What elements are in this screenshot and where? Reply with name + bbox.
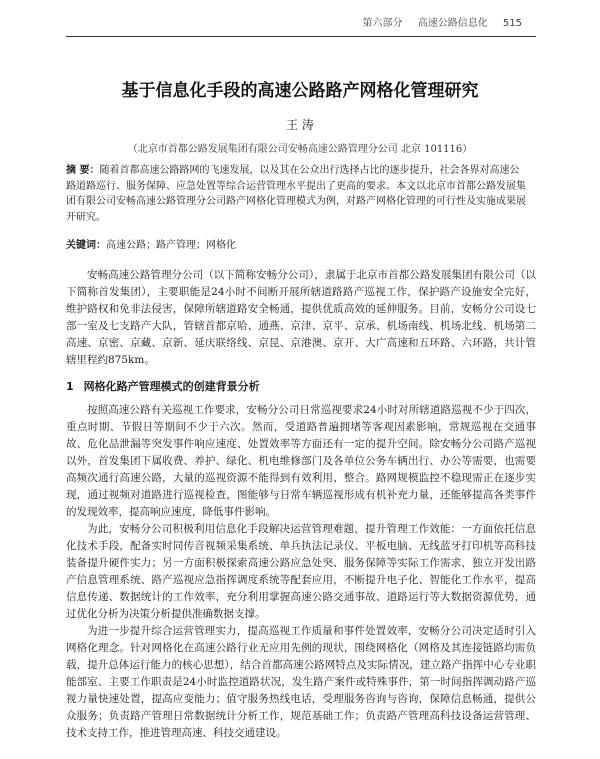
header-page-number: 515 xyxy=(502,18,522,29)
keywords-label: 关键词： xyxy=(66,240,106,251)
section-title: 网格化路产管理模式的创建背景分析 xyxy=(83,380,260,393)
paragraph-informatization: 为此，安畅分公司积极利用信息化手段解决运营管理难题，提升管理工作效能：一方面依托信息化技术手段，配备实时同传音视频采集系统、单兵执法记录仪、平板电脑、无线蓝牙打印机等高科技装备提升硬件实力；另一方面积极探索高速公路应急处突、服务保障等实际工作需求，独立开发出路产信息管理系统、路产巡视应急指挥调度系统等配套应用，不断提升电子化、智能化工作水平，提高信息传递、数据统计的工作效率，充分利用掌握高速公路交通事故、道路运行等大数据资源优势，通过优化分析为决策分析提供准确数据支撑。 xyxy=(66,523,536,620)
keywords xyxy=(66,236,528,251)
paragraph-grid-concept: 为进一步提升综合运营管理实力，提高巡视工作质量和事件处置效率，安畅分公司决定适时引入网格化理念。针对网格化在高速公路行业无应用先例的现状，围绕网格化（网格及其连接链路均需负载，提升总体运行能力的核心思想），结合首都高速公路网特点及实际情况，建立路产指挥中心专业职能部室、主要工作职责是24小时监控道路状况，发生路产案件或特殊事件，第一时间指挥调动路产巡视力量快速处置，提高应变能力；值守服务热线电话，受理服务咨询与咨询，保障信息畅通，提供公众服务；负责路产管理日常数据统计分析工作，规范基础工作；负责路产管理高科技设备运营管理、技术支持工作，推进管理高速、科技交通建设。 xyxy=(66,625,536,739)
abstract-text: 随着首都高速公路路网的飞速发展，以及其在公众出行选择占比的逐步提升，社会各界对高速公路道路巡行、服务保障、应急处置等综合运营管理水平提出了更高的要求。本文以北京市首都公路发展集团有限公司安畅高速公路管理分公司路产网格化管理模式为例，对路产网格化管理的可行性及实施成果展开研究。 xyxy=(66,165,526,223)
author: 王 涛 xyxy=(286,118,314,132)
paragraph-intro: 安畅高速公路管理分公司（以下简称安畅分公司），隶属于北京市首都公路发展集团有限公司（以下简称首发集团），主要职能是24小时不间断开展所辖道路路产巡视工作，保护路产设施安全完好，维护路权和免非法侵害，保障所辖道路安全畅通，提供优质高效的延伸服务。目前，安畅分公司设七部一室及七支路产大队，管辖首都京哈、通燕、京津、京平、京承、机场南线、机场北线、机场第二高速、京密、京藏、京新、延庆联络线、京昆、京港澳、京开、大广高速和五环路、六环路，共计管辖里程约875km。 xyxy=(66,269,536,366)
section-number: 1 xyxy=(66,380,74,393)
header-part: 第六部分 xyxy=(362,18,403,29)
header-section: 高速公路信息化 xyxy=(417,18,488,29)
paper-title: 基于信息化手段的高速公路路产网格化管理研究 xyxy=(121,81,479,101)
abstract xyxy=(66,163,528,225)
header-rule xyxy=(66,36,536,37)
abstract-label: 摘 要： xyxy=(66,165,100,176)
affiliation: （北京市首都公路发展集团有限公司安畅高速公路管理分公司 北京 101116） xyxy=(127,144,473,155)
keywords-text: 高速公路；路产管理；网格化 xyxy=(106,240,236,251)
section-heading xyxy=(66,378,260,394)
running-header xyxy=(351,14,522,29)
paragraph-background: 按照高速公路有关巡视工作要求，安畅分公司日常巡视要求24小时对所辖道路巡视不少于四次，重点时期、节假日等期间不少于六次。然而，受道路普遍拥堵等客观因素影响，常规巡视在交通事故、危化品泄漏等突发事件响应速度、处置效率等方面还有一定的提升空间。除安畅分公司路产巡视以外，首发集团下属收费、养护、绿化、机电维修部门及各单位公务车辆出行、办公等需要，也需要高频次通行高速公路，大量的巡视资源不能得到有效利用、整合。路网规模监控不稳现需正在逐步实现，通过视频对道路进行巡视检查，图能够与日常车辆巡视形成有机补充力量，还能够提高各类事件的发现效率，提高响应速度，降低事件影响。 xyxy=(66,404,536,518)
